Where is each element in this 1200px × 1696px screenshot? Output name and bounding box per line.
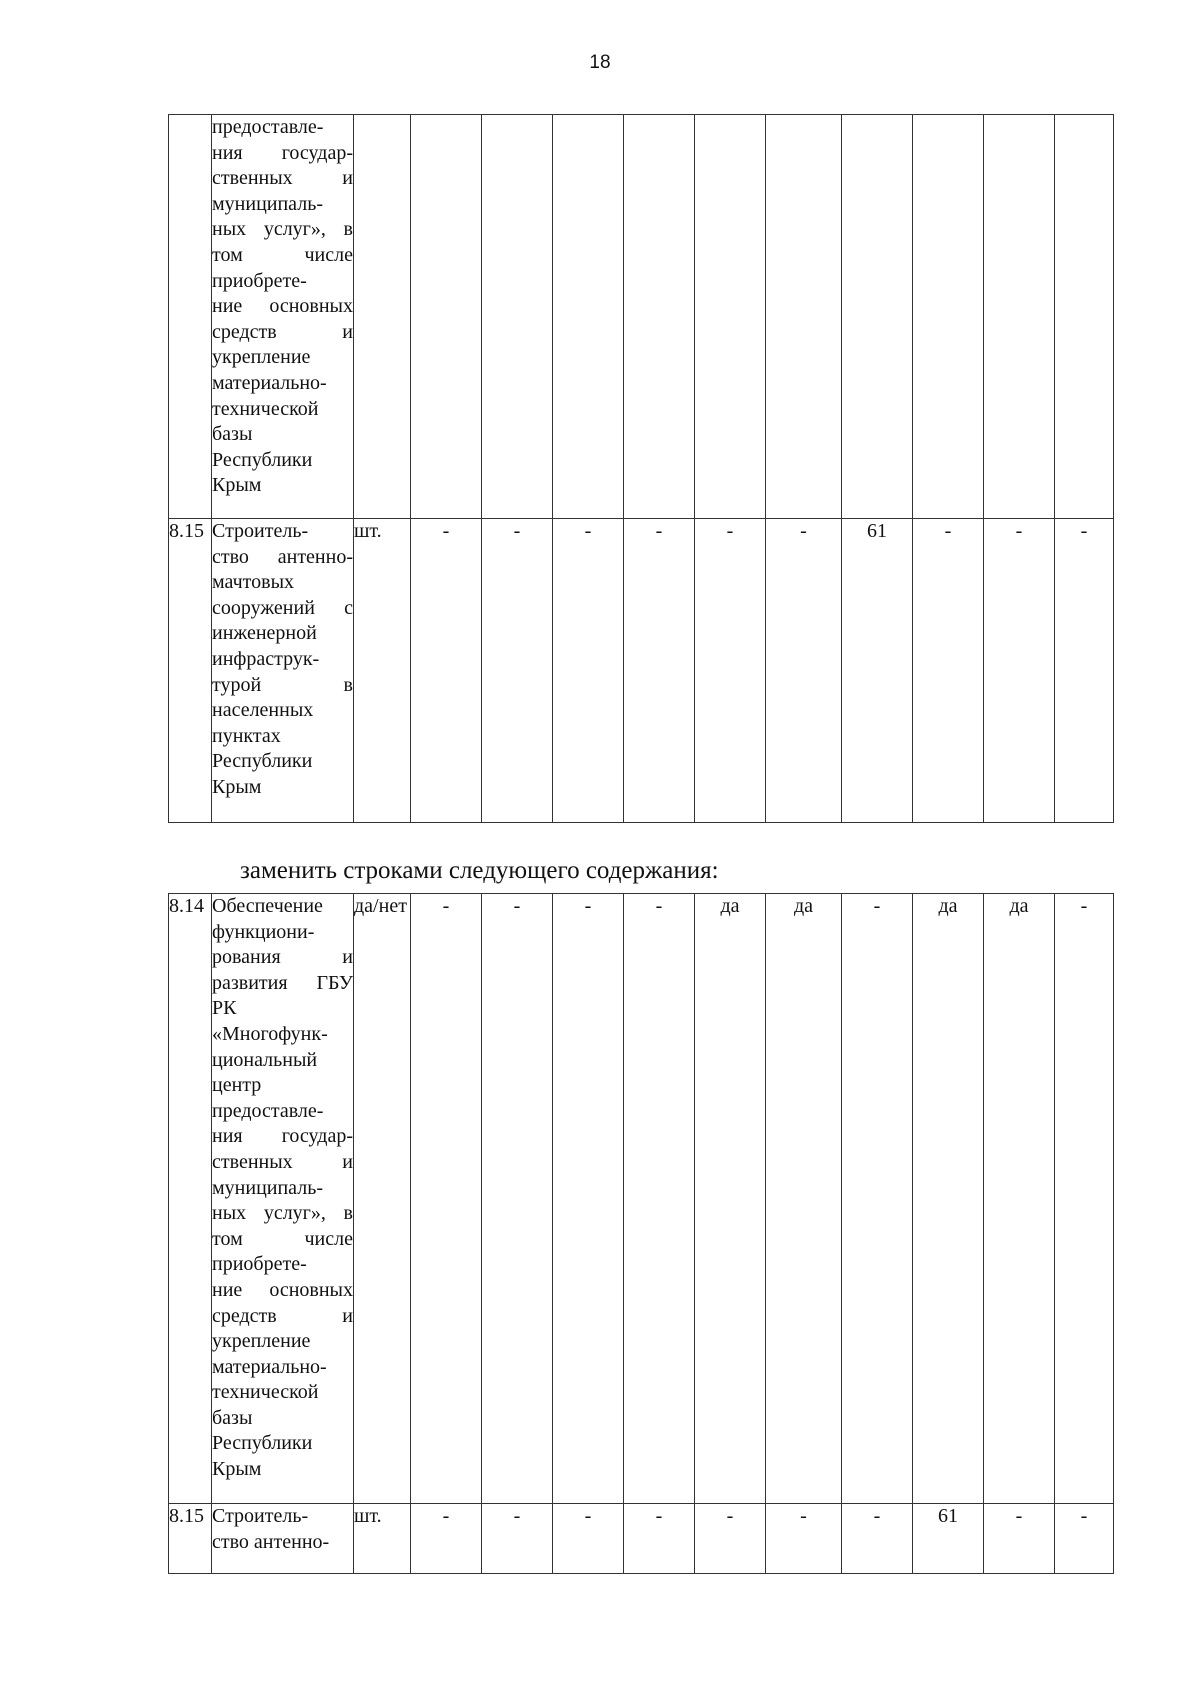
cell-text-line: ственных и	[212, 167, 353, 190]
cell-text-line: Крым	[212, 1458, 262, 1481]
value-cell: да	[913, 894, 984, 1504]
value-cell: -	[411, 1504, 482, 1574]
row-name	[212, 519, 354, 823]
row-name	[212, 1504, 354, 1574]
cell-text-line: средств и	[212, 320, 353, 343]
row-name	[212, 115, 354, 519]
value-cell	[842, 115, 913, 519]
cell-text-line: средств и	[212, 1304, 353, 1327]
value-cell	[553, 115, 624, 519]
value-cell	[695, 115, 766, 519]
value-cell: -	[842, 1504, 913, 1574]
value-cell	[913, 115, 984, 519]
value-cell: -	[1055, 1504, 1114, 1574]
cell-text-line: да/	[354, 895, 379, 917]
cell-text-line: Строитель-	[212, 1505, 309, 1527]
cell-text-line: Республики	[212, 750, 313, 773]
value-cell: да	[766, 894, 842, 1504]
cell-text-line: муниципаль-	[212, 192, 323, 215]
cell-text-line: шт.	[354, 1505, 382, 1527]
cell-text-line: ных услуг», в	[212, 1202, 353, 1225]
cell-text-line: приобрете-	[212, 1253, 307, 1276]
value-cell: -	[984, 519, 1055, 823]
cell-text-line: Обеспечение	[212, 895, 323, 917]
cell-text-line: инженерной	[212, 622, 317, 645]
cell-text-line: функциони-	[212, 920, 315, 943]
value-cell: -	[1055, 894, 1114, 1504]
cell-text-line: циональный	[212, 1048, 318, 1071]
cell-text-line: базы	[212, 1406, 253, 1429]
cell-text-line: нет	[378, 895, 407, 917]
value-cell: -	[553, 894, 624, 1504]
cell-text-line: Республики	[212, 448, 313, 471]
cell-text-line: инфраструк-	[212, 647, 320, 670]
value-cell: 61	[913, 1504, 984, 1574]
cell-text-line: ство антенно-	[212, 1530, 330, 1553]
row-number: 8.15	[169, 519, 212, 823]
row-unit	[354, 894, 411, 1504]
cell-text-line: предоставле-	[212, 1099, 324, 1122]
cell-text-line: материально-	[212, 1355, 327, 1378]
cell-text-line: укрепление	[212, 346, 311, 369]
cell-text-line: ние основных	[212, 1278, 353, 1301]
cell-text-line: ных услуг», в	[212, 218, 353, 241]
cell-text-line: Строитель-	[212, 520, 309, 542]
cell-text-line: приобрете-	[212, 269, 307, 292]
indicators-table-original	[168, 114, 1114, 823]
table-row	[169, 894, 1114, 1504]
cell-text-line: ния государ-	[212, 141, 353, 164]
cell-text-line: укрепление	[212, 1330, 311, 1353]
cell-text-line: базы	[212, 423, 253, 446]
value-cell: -	[482, 1504, 553, 1574]
cell-text-line: том числе	[212, 1227, 353, 1250]
value-cell: -	[411, 519, 482, 823]
row-name	[212, 894, 354, 1504]
value-cell: -	[1055, 519, 1114, 823]
value-cell: -	[553, 1504, 624, 1574]
value-cell: да	[695, 894, 766, 1504]
cell-text-line: ние основных	[212, 295, 353, 318]
cell-text-line: рования и	[212, 946, 353, 969]
table-row	[169, 115, 1114, 519]
value-cell: -	[695, 519, 766, 823]
cell-text-line: Республики	[212, 1432, 313, 1455]
cell-text-line: технической	[212, 1381, 319, 1404]
row-number: 8.14	[169, 894, 212, 1504]
value-cell: -	[913, 519, 984, 823]
row-unit: шт.	[354, 519, 411, 823]
cell-text-line: турой в	[212, 673, 353, 696]
row-number: 8.15	[169, 1504, 212, 1574]
cell-text-line: центр	[212, 1074, 262, 1097]
value-cell	[482, 115, 553, 519]
value-cell	[411, 115, 482, 519]
cell-text-line: технической	[212, 397, 319, 420]
page-number: 18	[589, 52, 611, 73]
cell-text-line: Крым	[212, 474, 262, 497]
value-cell: -	[984, 1504, 1055, 1574]
indicators-table-replacement	[168, 893, 1114, 1574]
value-cell	[624, 115, 695, 519]
cell-text-line: ния государ-	[212, 1125, 353, 1148]
replacement-caption: заменить строками следующего содержания:	[240, 857, 719, 884]
value-cell	[1055, 115, 1114, 519]
cell-text-line: Крым	[212, 775, 262, 798]
cell-text-line: предоставле-	[212, 116, 324, 138]
value-cell: 61	[842, 519, 913, 823]
cell-text-line: ство антенно-	[212, 545, 353, 568]
row-number	[169, 115, 212, 519]
cell-text-line: мачтовых	[212, 571, 295, 594]
value-cell: -	[842, 894, 913, 1504]
cell-text-line: пунктах	[212, 724, 281, 747]
value-cell: -	[553, 519, 624, 823]
cell-text-line: материально-	[212, 371, 327, 394]
row-unit	[354, 1504, 411, 1574]
cell-text-line: ственных и	[212, 1150, 353, 1173]
value-cell: -	[695, 1504, 766, 1574]
table-row	[169, 1504, 1114, 1574]
cell-text-line: развития ГБУ	[212, 971, 353, 994]
value-cell: -	[766, 519, 842, 823]
value-cell: -	[624, 519, 695, 823]
cell-text-line: муниципаль-	[212, 1176, 323, 1199]
cell-text-line: том числе	[212, 243, 353, 266]
cell-text-line: населенных	[212, 699, 314, 722]
value-cell: -	[482, 894, 553, 1504]
value-cell	[984, 115, 1055, 519]
table-row	[169, 519, 1114, 823]
value-cell: -	[624, 894, 695, 1504]
value-cell: -	[411, 894, 482, 1504]
value-cell	[766, 115, 842, 519]
value-cell: -	[624, 1504, 695, 1574]
value-cell: да	[984, 894, 1055, 1504]
value-cell: -	[482, 519, 553, 823]
cell-text-line: сооружений с	[212, 596, 353, 619]
cell-text-line: РК	[212, 997, 237, 1020]
cell-text-line: «Многофунк-	[212, 1022, 328, 1045]
row-unit	[354, 115, 411, 519]
value-cell: -	[766, 1504, 842, 1574]
